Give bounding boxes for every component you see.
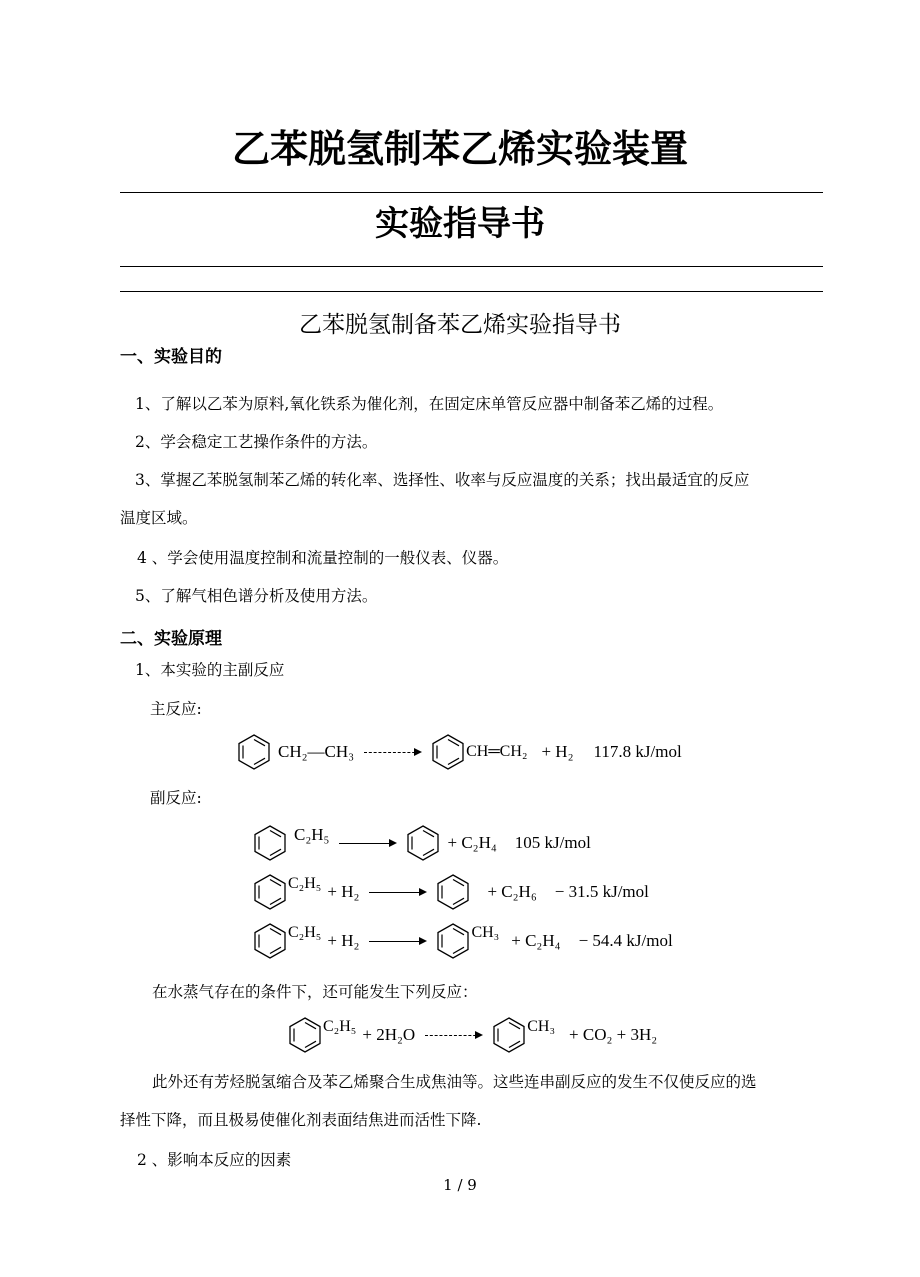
arrow-icon <box>425 1035 481 1036</box>
arrow-icon <box>369 941 425 942</box>
benzene-ring-icon <box>236 733 272 771</box>
arrow-icon <box>364 752 420 753</box>
list-item: 5、了解气相色谱分析及使用方法。 <box>135 587 378 605</box>
document-title: 乙苯脱氢制苯乙烯实验装置 <box>231 127 688 171</box>
list-item: 1、了解以乙苯为原料,氧化铁系为催化剂，在固定床单管反应器中制备苯乙烯的过程。 <box>135 395 724 413</box>
subheading: 1、本实验的主副反应 <box>135 661 285 679</box>
substituent: C₂H₅ <box>288 924 322 941</box>
section-title: 乙苯脱氢制备苯乙烯实验指导书 <box>299 312 621 338</box>
benzene-ring-icon <box>405 824 441 862</box>
document-subtitle: 实验指导书 <box>375 204 545 244</box>
divider <box>120 192 823 193</box>
side-reaction-equation <box>252 922 673 960</box>
steam-reaction-equation <box>287 1016 657 1054</box>
benzene-ring-icon <box>435 873 471 911</box>
reactant: + H₂ <box>327 882 360 901</box>
benzene-ring-icon <box>252 873 288 911</box>
substituent: CH₂—CH₃ <box>278 742 355 761</box>
list-item: 温度区域。 <box>120 509 198 527</box>
substituent: CH₃ <box>527 1018 556 1035</box>
label-side-reaction: 副反应: <box>150 789 202 807</box>
substituent: C₂H₅ <box>294 825 330 844</box>
reactant: + 2H₂O <box>362 1025 416 1044</box>
paragraph: 此外还有芳烃脱氢缩合及苯乙烯聚合生成焦油等。这些连串副反应的发生不仅使反应的选 <box>152 1073 757 1091</box>
substituent: C₂H₅ <box>323 1018 357 1035</box>
arrow-icon <box>369 892 425 893</box>
heading-principle: 二、实验原理 <box>120 629 222 649</box>
benzene-ring-icon <box>430 733 466 771</box>
benzene-ring-icon <box>252 824 288 862</box>
byproduct: + C₂H₄ <box>511 931 561 950</box>
reactant: + H₂ <box>327 931 360 950</box>
reaction-enthalpy: − 54.4 kJ/mol <box>578 931 673 950</box>
page-number: 1 / 9 <box>443 1176 477 1194</box>
subheading: 2 、影响本反应的因素 <box>137 1151 292 1169</box>
side-reaction-equation <box>252 873 649 911</box>
list-item: 2、学会稳定工艺操作条件的方法。 <box>135 433 378 451</box>
side-reaction-equation <box>252 824 591 862</box>
divider <box>120 266 823 267</box>
paragraph: 择性下降，而且极易使催化剂表面结焦进而活性下降. <box>120 1111 482 1129</box>
benzene-ring-icon <box>435 922 471 960</box>
byproduct: + H₂ <box>541 742 574 761</box>
reaction-enthalpy: − 31.5 kJ/mol <box>554 882 649 901</box>
substituent: CH₃ <box>471 924 500 941</box>
paragraph: 在水蒸气存在的条件下，还可能发生下列反应： <box>152 983 478 1001</box>
divider <box>120 291 823 292</box>
list-item: 3、掌握乙苯脱氢制苯乙烯的转化率、选择性、收率与反应温度的关系；找出最适宜的反应 <box>135 471 750 489</box>
substituent: CH═CH₂ <box>466 743 528 760</box>
benzene-ring-icon <box>287 1016 323 1054</box>
main-reaction-equation <box>236 733 682 771</box>
list-item: 4 、学会使用温度控制和流量控制的一般仪表、仪器。 <box>137 549 509 567</box>
reaction-enthalpy: 105 kJ/mol <box>514 833 591 852</box>
label-main-reaction: 主反应: <box>150 700 202 718</box>
benzene-ring-icon <box>491 1016 527 1054</box>
byproduct: + C₂H₆ <box>487 882 537 901</box>
benzene-ring-icon <box>252 922 288 960</box>
byproduct: + C₂H₄ <box>447 833 497 852</box>
byproduct: + CO₂ + 3H₂ <box>569 1025 658 1044</box>
reaction-enthalpy: 117.8 kJ/mol <box>593 742 682 761</box>
substituent: C₂H₅ <box>288 875 322 892</box>
heading-purpose: 一、实验目的 <box>120 347 222 367</box>
arrow-icon <box>339 843 395 844</box>
